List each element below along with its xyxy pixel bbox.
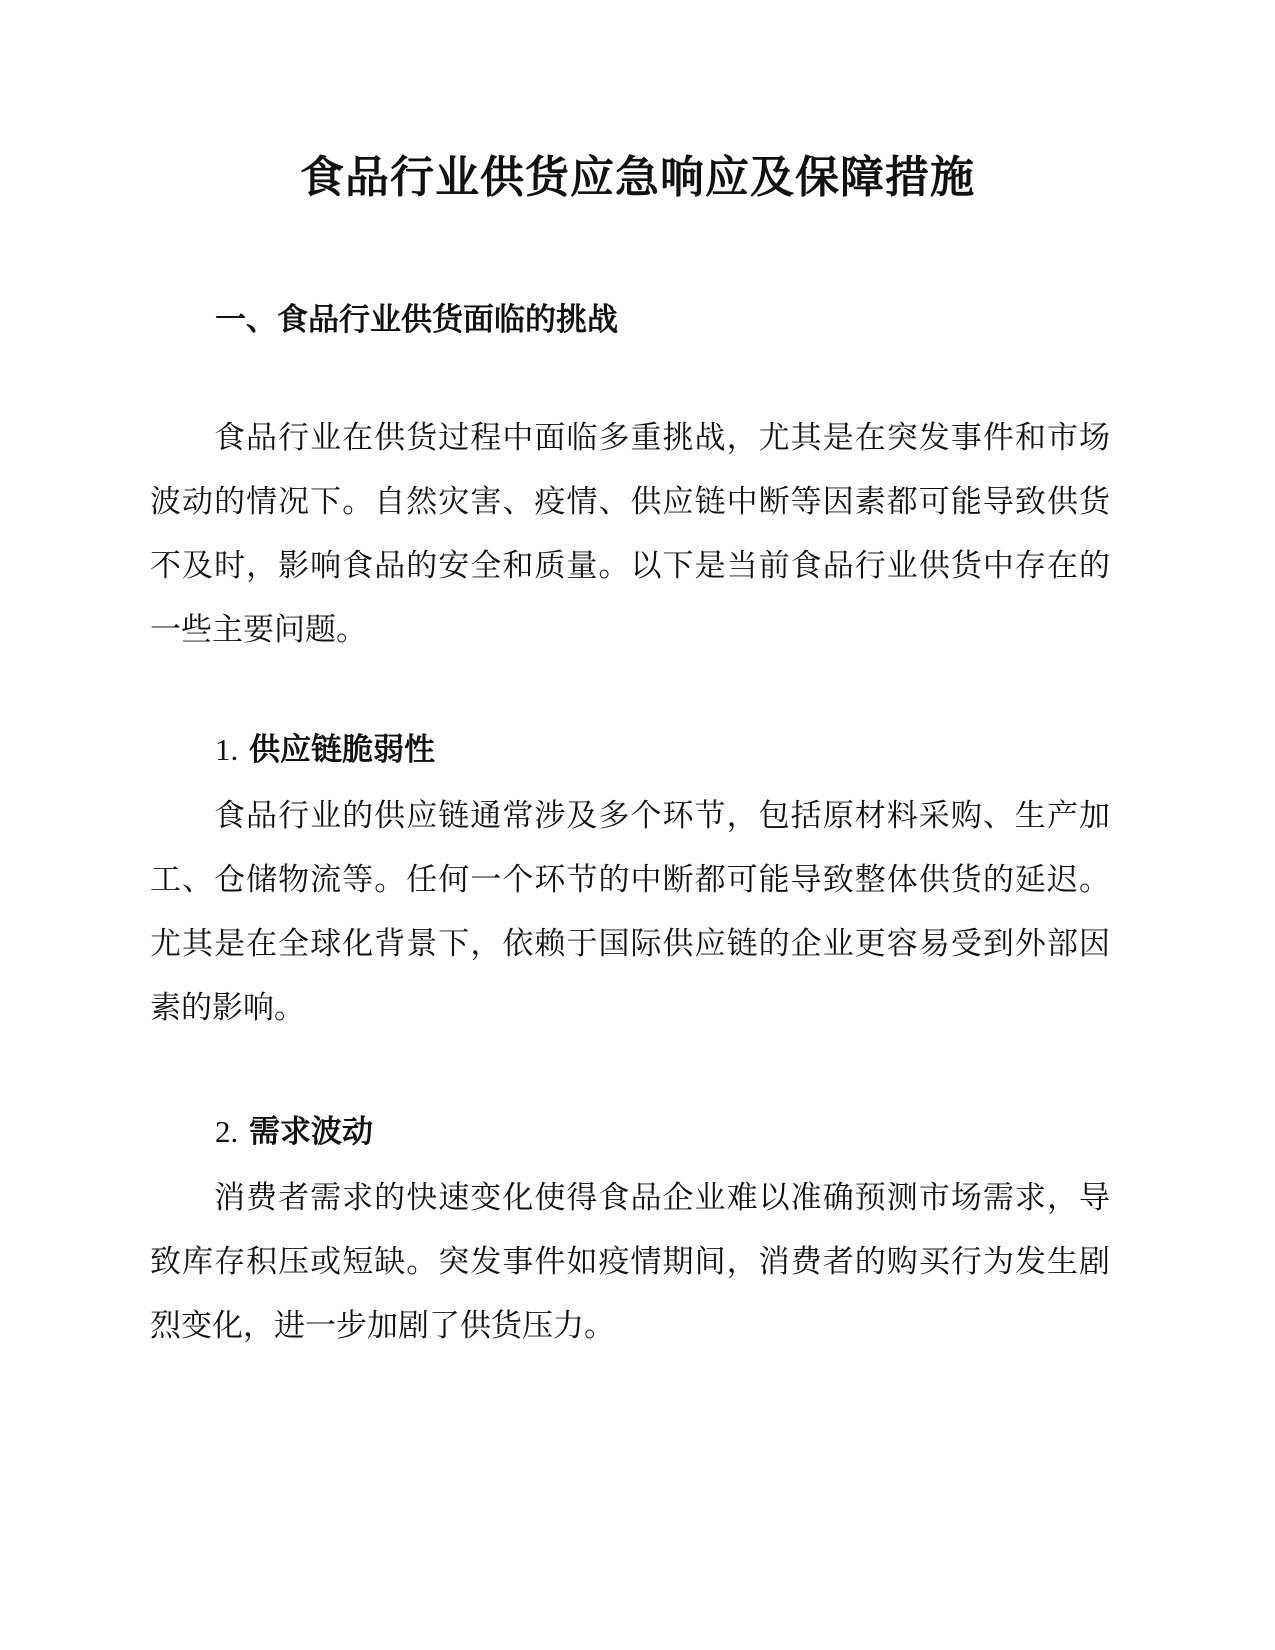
subsection-title: 供应链脆弱性 [249,732,436,768]
intro-paragraph: 食品行业在供货过程中面临多重挑战，尤其是在突发事件和市场波动的情况下。自然灾害、疫情、供应链中断等因素都可能导致供货不及时，影响食品的安全和质量。以下是当前食品行业供货中存在的一些主要问题。 [150,420,1110,648]
section-heading: 一、食品行业供货面临的挑战 [215,302,618,338]
subsection-number: 1. [215,732,239,767]
subsection-paragraph-1: 食品行业的供应链通常涉及多个环节，包括原材料采购、生产加工、仓储物流等。任何一个环节的中断都可能导致整体供货的延迟。尤其是在全球化背景下，依赖于国际供应链的企业更容易受到外部因素的影响。 [150,798,1110,1026]
subsection-paragraph-2: 消费者需求的快速变化使得食品企业难以准确预测市场需求，导致库存积压或短缺。突发事件如疫情期间，消费者的购买行为发生剧烈变化，进一步加剧了供货压力。 [150,1180,1110,1344]
subsection-heading-2 [215,1110,373,1154]
subsection-heading-1 [215,728,435,772]
subsection-number: 2. [215,1114,239,1149]
subsection-title: 需求波动 [249,1114,374,1150]
document-title: 食品行业供货应急响应及保障措施 [300,152,975,203]
